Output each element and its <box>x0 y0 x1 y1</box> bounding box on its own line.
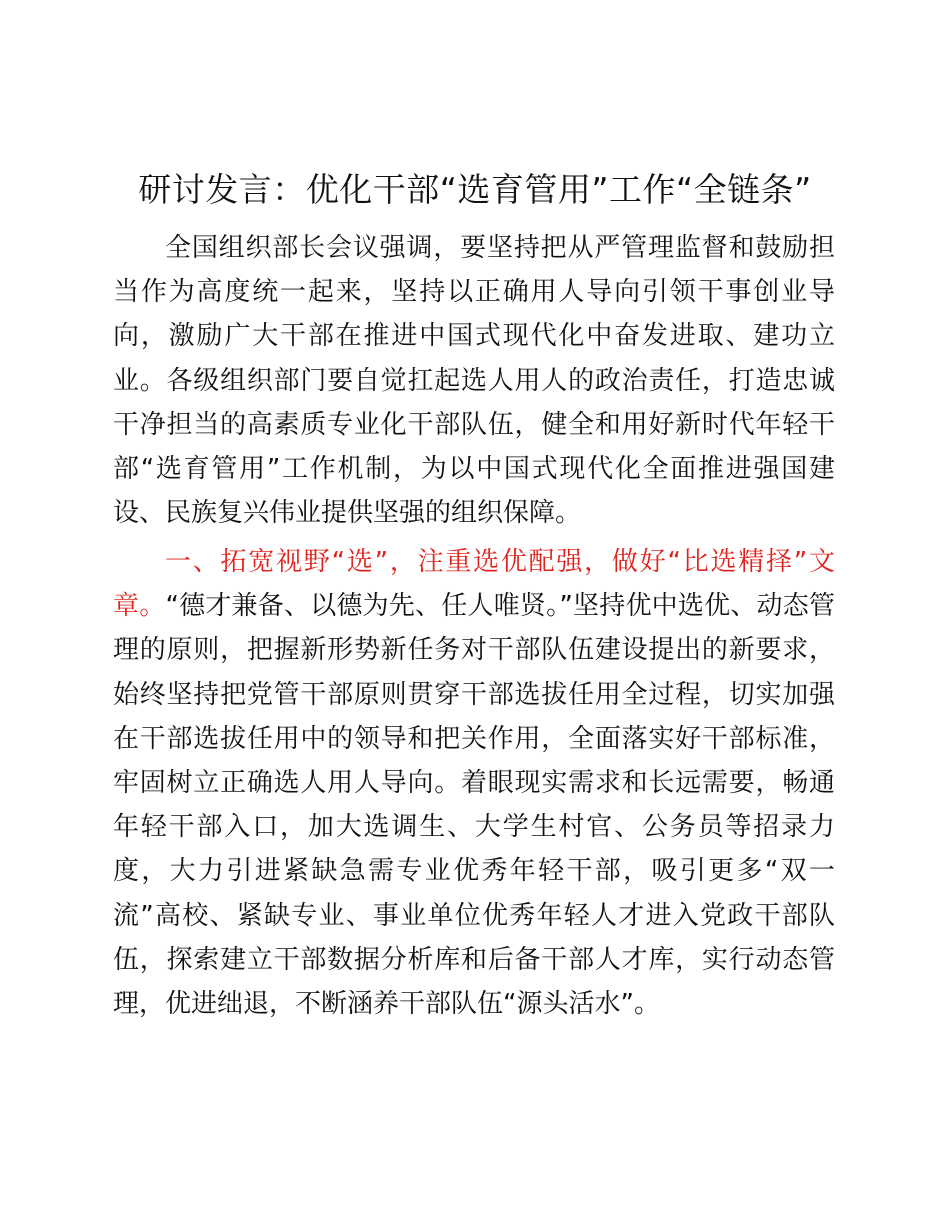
intro-paragraph <box>113 226 835 535</box>
section-one-heading: 一、拓宽视野“选”，注重选优配强，做好“比选精择”文章。 <box>113 547 835 622</box>
intro-paragraph-text: 全国组织部长会议强调，要坚持把从严管理监督和鼓励担当作为高度统一起来，坚持以正确用人导向引领干事创业导向，激励广大干部在推进中国式现代化中奋发进取、建功立业。各级组织部门要自觉扛起选人用人的政治责任，打造忠诚干净担当的高素质专业化干部队伍，健全和用好新时代年轻干部“选育管用”工作机制，为以中国式现代化全面推进强国建设、民族复兴伟业提供坚强的组织保障。 <box>113 233 835 529</box>
document-title: 研讨发言：优化干部“选育管用”工作“全链条” <box>138 170 812 209</box>
section-one-paragraph <box>113 540 835 1026</box>
section-one-text: “德才兼备、以德为先、任人唯贤。”坚持优中选优、动态管理的原则，把握新形势新任务对干部队伍建设提出的新要求，始终坚持把党管干部原则贯穿干部选拔任用全过程，切实加强在干部选拔任用中的领导和把关作用，全面落实好干部标准，牢固树立正确选人用人导向。着眼现实需求和长远需要，畅通年轻干部入口，加大选调生、大学生村官、公务员等招录力度，大力引进紧缺急需专业优秀年轻干部，吸引更多“双一流”高校、紧缺专业、事业单位优秀年轻人才进入党政干部队伍，探索建立干部数据分析库和后备干部人才库，实行动态管理，优进绌退，不断涵养干部队伍“源头活水”。 <box>113 591 835 1020</box>
